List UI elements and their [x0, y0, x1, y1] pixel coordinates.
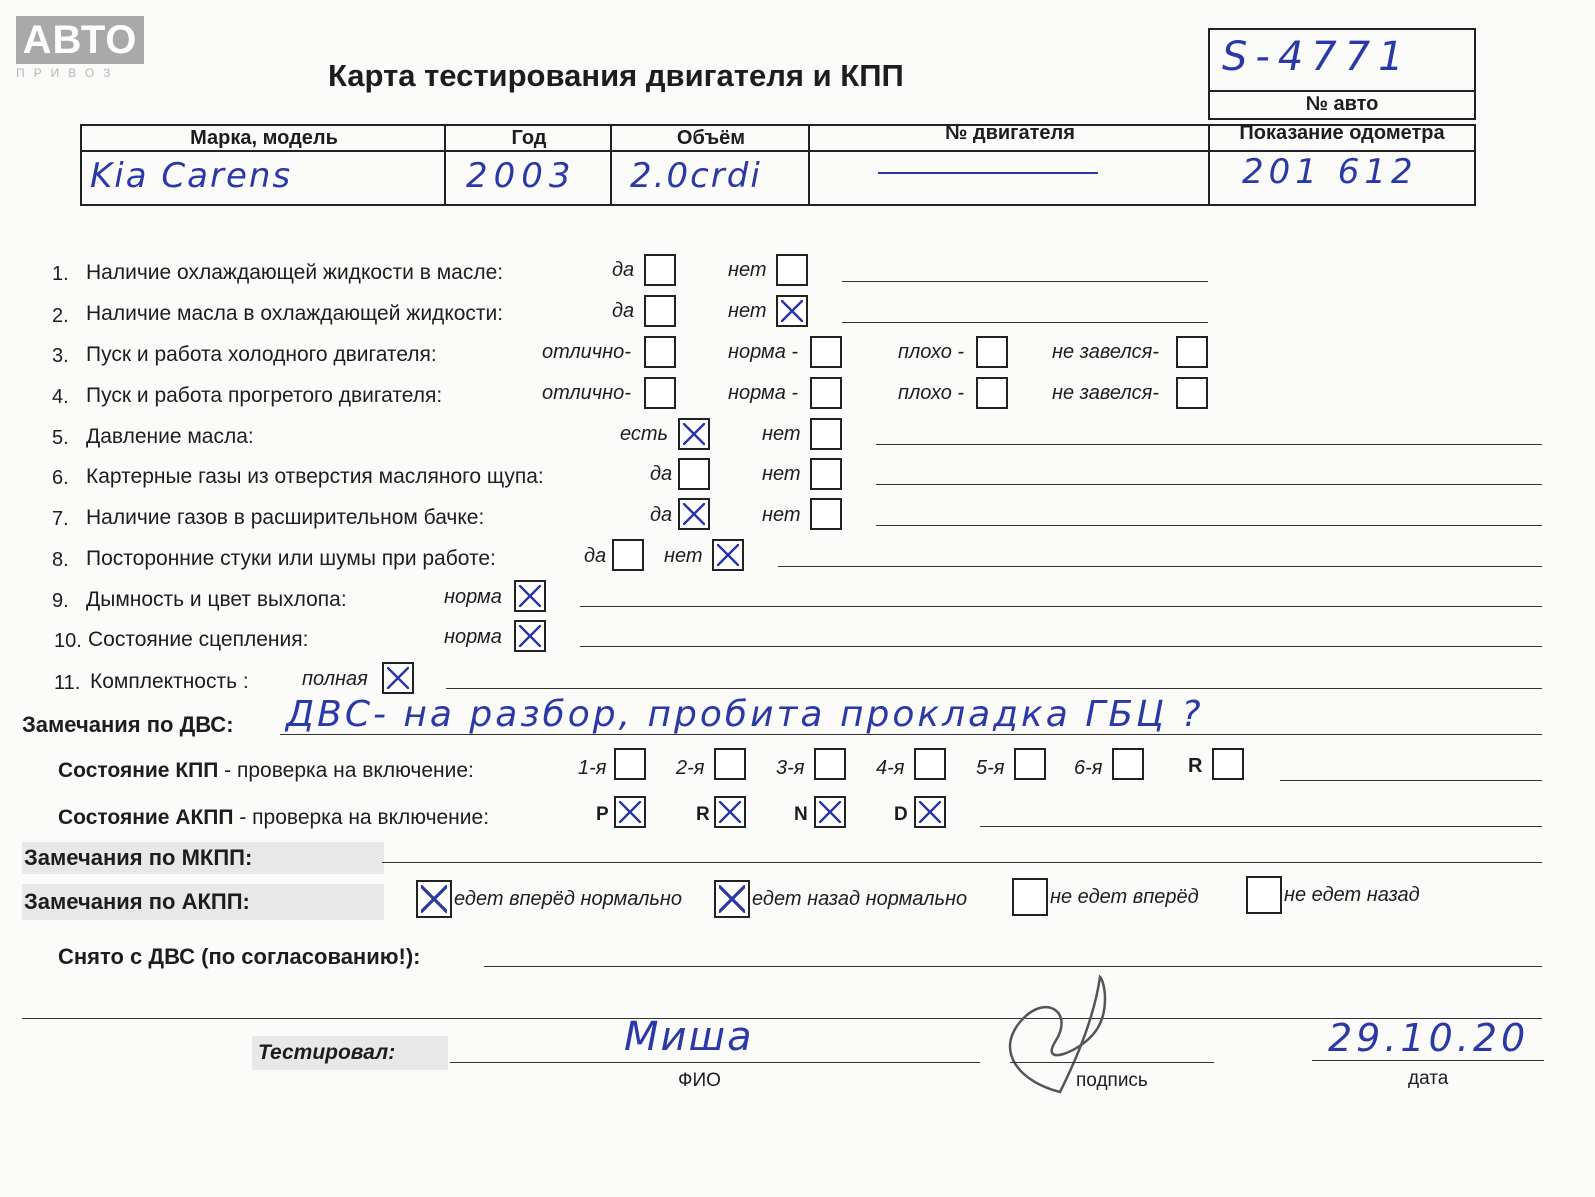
col-make-model: Марка, модель	[190, 127, 338, 149]
q6-opt1-checkbox[interactable]	[678, 458, 710, 490]
kpp-gear-r-checkbox[interactable]	[1212, 748, 1244, 780]
q5-opt2-label: нет	[762, 423, 801, 445]
akpp-no-forward-checkbox[interactable]	[1012, 878, 1048, 916]
date-label: дата	[1408, 1068, 1449, 1089]
q4-opt3-checkbox[interactable]	[976, 377, 1008, 409]
q3-opt4-label: не завелся-	[1052, 341, 1159, 363]
car-number-box	[1208, 28, 1476, 120]
q11-opt1-checkbox[interactable]	[382, 662, 414, 694]
q3-opt3-checkbox[interactable]	[976, 336, 1008, 368]
q5-opt2-checkbox[interactable]	[810, 418, 842, 450]
q4-text: Пуск и работа прогретого двигателя:	[86, 384, 443, 407]
kpp-gear-2-label: 2-я	[676, 757, 705, 779]
signature-line	[1010, 1062, 1214, 1063]
q3-opt1-checkbox[interactable]	[644, 336, 676, 368]
q11-notes-line[interactable]	[446, 688, 1542, 689]
q2-number: 2.	[52, 305, 69, 327]
kpp-label-bold: Состояние КПП	[58, 759, 219, 782]
akpp-no-backward-checkbox[interactable]	[1246, 876, 1282, 914]
q1-number: 1.	[52, 263, 69, 285]
q1-opt1-checkbox[interactable]	[644, 254, 676, 286]
q4-opt2-checkbox[interactable]	[810, 377, 842, 409]
q8-opt2-label: нет	[664, 545, 703, 567]
kpp-gear-6-label: 6-я	[1074, 757, 1103, 779]
q9-opt1-label: норма	[444, 586, 502, 608]
kpp-label	[58, 759, 474, 783]
q4-opt1-checkbox[interactable]	[644, 377, 676, 409]
tester-name[interactable]: Миша	[624, 1014, 754, 1060]
q2-opt1-label: да	[612, 300, 635, 322]
removed-label: Снято с ДВС (по согласованию!):	[58, 944, 421, 969]
q2-notes-line[interactable]	[842, 322, 1208, 323]
q9-number: 9.	[52, 590, 69, 612]
akpp-label-rest: - проверка на включение:	[233, 806, 490, 829]
q3-opt2-checkbox[interactable]	[810, 336, 842, 368]
q6-opt2-label: нет	[762, 463, 801, 485]
q7-number: 7.	[52, 508, 69, 530]
page-title: Карта тестирования двигателя и КПП	[328, 58, 904, 93]
q4-number: 4.	[52, 386, 69, 408]
q6-opt2-checkbox[interactable]	[810, 458, 842, 490]
kpp-gear-1-checkbox[interactable]	[614, 748, 646, 780]
q6-text: Картерные газы из отверстия масляного щупа:	[86, 465, 544, 488]
kpp-gear-4-label: 4-я	[876, 757, 905, 779]
q4-opt4-checkbox[interactable]	[1176, 377, 1208, 409]
car-number-label: № авто	[1305, 93, 1379, 115]
kpp-gear-5-label: 5-я	[976, 757, 1005, 779]
akpp-notes-line[interactable]	[980, 826, 1542, 827]
q7-opt1-checkbox[interactable]	[678, 498, 710, 530]
header-table	[80, 124, 1476, 206]
test-date[interactable]: 29.10.20	[1328, 1016, 1530, 1060]
col-odometer: Показание одометра	[1239, 122, 1445, 144]
q3-opt3-label: плохо -	[898, 341, 965, 363]
q2-text: Наличие масла в охлаждающей жидкости:	[86, 302, 504, 325]
q7-text: Наличие газов в расширительном бачке:	[86, 506, 485, 529]
kpp-gear-6-checkbox[interactable]	[1112, 748, 1144, 780]
q5-opt1-checkbox[interactable]	[678, 418, 710, 450]
kpp-label-rest: - проверка на включение:	[218, 759, 474, 782]
date-line	[1312, 1060, 1544, 1061]
q10-number: 10.	[54, 630, 82, 652]
akpp-gear-r-checkbox[interactable]	[714, 796, 746, 828]
q6-number: 6.	[52, 467, 69, 489]
akpp-gear-n-label: N	[794, 804, 808, 825]
q1-notes-line[interactable]	[842, 281, 1208, 282]
q8-opt2-checkbox[interactable]	[712, 539, 744, 571]
q8-opt1-label: да	[584, 545, 607, 567]
dvs-remarks-value[interactable]: ДВС- на разбор, пробита прокладка ГБЦ ?	[286, 694, 1204, 735]
fio-line	[450, 1062, 980, 1063]
fio-label: ФИО	[678, 1070, 721, 1091]
q9-text: Дымность и цвет выхлопа:	[86, 588, 347, 611]
q11-number: 11.	[54, 672, 81, 694]
q3-number: 3.	[52, 345, 69, 367]
odometer-value[interactable]: 201 612	[1242, 152, 1418, 192]
tested-label: Тестировал:	[252, 1036, 448, 1070]
separator-line	[22, 1018, 1542, 1019]
q8-notes-line[interactable]	[778, 566, 1542, 567]
engine-number-dash[interactable]	[878, 172, 1098, 174]
q4-opt4-label: не завелся-	[1052, 382, 1159, 404]
volume-value[interactable]: 2.0crdi	[630, 156, 762, 196]
dvs-remarks-label: Замечания по ДВС:	[22, 712, 234, 737]
year-value[interactable]: 2003	[466, 156, 577, 196]
q1-text: Наличие охлаждающей жидкости в масле:	[86, 261, 504, 284]
q5-text: Давление масла:	[86, 425, 254, 448]
q2-opt2-label: нет	[728, 300, 767, 322]
dvs-remarks-line	[280, 734, 1542, 735]
akpp-backward-ok-label: едет назад нормально	[752, 888, 968, 910]
q7-notes-line[interactable]	[876, 525, 1542, 526]
akpp-label	[58, 806, 489, 830]
akpp-no-backward-label: не едет назад	[1284, 884, 1420, 906]
q9-opt1-checkbox[interactable]	[514, 580, 546, 612]
akpp-gear-d-checkbox[interactable]	[914, 796, 946, 828]
kpp-gear-4-checkbox[interactable]	[914, 748, 946, 780]
q10-text: Состояние сцепления:	[88, 628, 309, 651]
q5-notes-line[interactable]	[876, 444, 1542, 445]
q2-opt1-checkbox[interactable]	[644, 295, 676, 327]
q2-opt2-checkbox[interactable]	[776, 295, 808, 327]
q9-notes-line[interactable]	[580, 606, 1542, 607]
col-year: Год	[511, 127, 547, 149]
q11-text: Комплектность :	[90, 670, 249, 693]
q5-opt1-label: есть	[620, 423, 669, 445]
akpp-forward-ok-checkbox[interactable]	[416, 880, 452, 918]
akpp-gear-p-checkbox[interactable]	[614, 796, 646, 828]
q5-number: 5.	[52, 427, 69, 449]
q6-opt1-label: да	[650, 463, 673, 485]
kpp-gear-5-checkbox[interactable]	[1014, 748, 1046, 780]
q6-notes-line[interactable]	[876, 484, 1542, 485]
logo-subtitle: ПРИВОЗ	[16, 66, 120, 80]
akpp-label-bold: Состояние АКПП	[58, 806, 234, 829]
akpp-forward-ok-label: едет вперёд нормально	[454, 888, 683, 910]
q1-opt2-checkbox[interactable]	[776, 254, 808, 286]
q7-opt2-checkbox[interactable]	[810, 498, 842, 530]
kpp-gear-1-label: 1-я	[578, 757, 607, 779]
q10-notes-line[interactable]	[580, 646, 1542, 647]
q7-opt1-label: да	[650, 504, 673, 526]
akpp-gear-n-checkbox[interactable]	[814, 796, 846, 828]
mkpp-remarks-label: Замечания по МКПП:	[22, 842, 384, 874]
akpp-remarks-label: Замечания по АКПП:	[22, 884, 384, 920]
q7-opt2-label: нет	[762, 504, 801, 526]
akpp-no-forward-label: не едет вперёд	[1050, 886, 1199, 908]
q1-opt2-label: нет	[728, 259, 767, 281]
make-model-value[interactable]: Kia Carens	[90, 156, 293, 196]
q4-opt3-label: плохо -	[898, 382, 965, 404]
q11-opt1-label: полная	[302, 668, 368, 690]
q3-text: Пуск и работа холодного двигателя:	[86, 343, 437, 366]
removed-line[interactable]	[484, 966, 1542, 967]
car-number-value[interactable]: S-4771	[1222, 34, 1412, 80]
akpp-gear-d-label: D	[894, 804, 908, 825]
logo: АВТО	[16, 16, 144, 64]
q10-opt1-checkbox[interactable]	[514, 620, 546, 652]
col-engine-number: № двигателя	[945, 122, 1075, 144]
q8-text: Посторонние стуки или шумы при работе:	[86, 547, 496, 570]
akpp-gear-r-label: R	[696, 804, 710, 825]
kpp-gear-2-checkbox[interactable]	[714, 748, 746, 780]
kpp-gear-3-checkbox[interactable]	[814, 748, 846, 780]
q4-opt2-label: норма -	[728, 382, 799, 404]
signature-label: подпись	[1076, 1070, 1148, 1091]
q3-opt4-checkbox[interactable]	[1176, 336, 1208, 368]
mkpp-remarks-line[interactable]	[382, 862, 1542, 863]
q8-opt1-checkbox[interactable]	[612, 539, 644, 571]
q10-opt1-label: норма	[444, 626, 502, 648]
q1-opt1-label: да	[612, 259, 635, 281]
kpp-notes-line[interactable]	[1280, 780, 1542, 781]
q3-opt2-label: норма -	[728, 341, 799, 363]
q4-opt1-label: отлично-	[542, 382, 631, 404]
kpp-gear-3-label: 3-я	[776, 757, 805, 779]
q3-opt1-label: отлично-	[542, 341, 631, 363]
akpp-backward-ok-checkbox[interactable]	[714, 880, 750, 918]
akpp-gear-p-label: P	[596, 804, 609, 825]
kpp-gear-r-label: R	[1188, 755, 1203, 777]
col-volume: Объём	[676, 127, 746, 149]
q8-number: 8.	[52, 549, 69, 571]
